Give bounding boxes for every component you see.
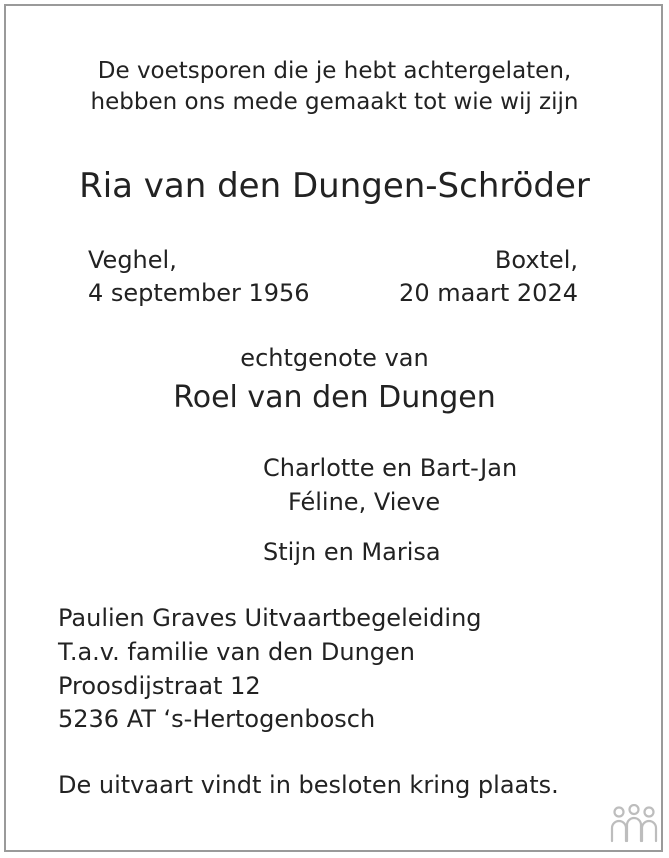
quote-line-1: De voetsporen die je hebt achtergelaten, — [97, 58, 572, 84]
address-line-1: Paulien Graves Uitvaartbegeleiding — [58, 604, 482, 632]
birth-date: 4 september 1956 — [88, 279, 310, 307]
spouse-name: Roel van den Dungen — [173, 380, 496, 415]
family-child-2: Stijn en Marisa — [263, 538, 441, 566]
death-place: Boxtel, — [494, 246, 578, 274]
closing-text: De uitvaart vindt in besloten kring plaats. — [58, 771, 559, 799]
death-date: 20 maart 2024 — [399, 279, 578, 307]
birth-place: Veghel, — [88, 246, 177, 274]
quote-line-2: hebben ons mede gemaakt tot wie wij zijn — [90, 89, 579, 115]
address-line-2: T.a.v. familie van den Dungen — [58, 638, 416, 666]
address-line-3: Proosdijstraat 12 — [58, 672, 261, 700]
family-grandchildren-1: Féline, Vieve — [288, 488, 441, 516]
spouse-relation: echtgenote van — [240, 344, 429, 372]
people-group-icon — [608, 804, 660, 844]
deceased-name: Ria van den Dungen-Schröder — [79, 166, 590, 206]
address-line-4: 5236 AT ‘s-Hertogenbosch — [58, 705, 376, 733]
family-child-1: Charlotte en Bart-Jan — [263, 454, 518, 482]
